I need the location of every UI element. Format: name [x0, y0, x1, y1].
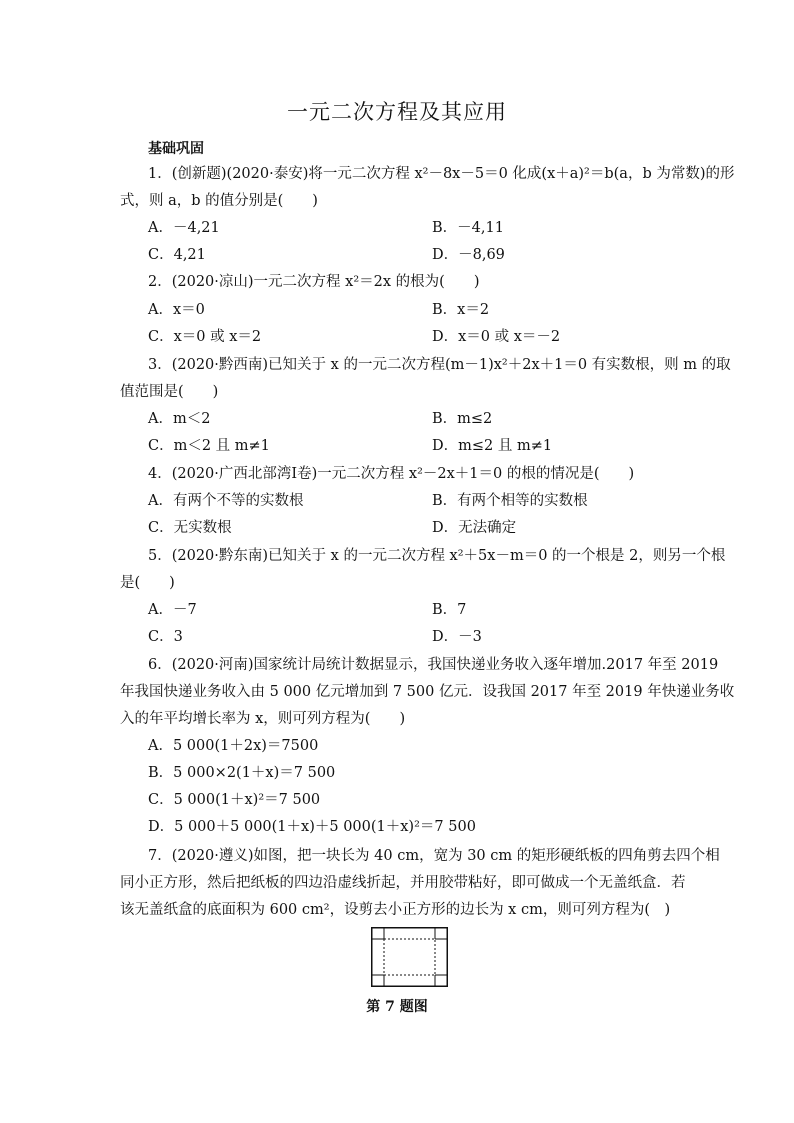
question-5-line-2: 是( )	[120, 575, 175, 591]
question-6-option-a: A．5 000(1＋2x)＝7500	[148, 738, 319, 754]
question-6-line-3: 入的年平均增长率为 x，则可列方程为( )	[120, 711, 406, 727]
question-3-option-c: C．m＜2 且 m≠1	[148, 438, 270, 454]
question-3-option-a: A．m＜2	[148, 411, 211, 427]
question-6-option-b: B．5 000×2(1＋x)＝7 500	[148, 765, 336, 781]
question-1-option-d: D．－8,69	[432, 247, 505, 263]
question-5-option-b: B．7	[432, 602, 467, 618]
question-1-option-a: A．－4,21	[148, 220, 220, 236]
question-1-option-b: B．－4,11	[432, 220, 504, 236]
question-6-option-d: D．5 000＋5 000(1＋x)＋5 000(1＋x)²＝7 500	[148, 819, 476, 835]
section-heading: 基础巩固	[148, 141, 204, 157]
question-2-option-a: A．x＝0	[148, 302, 205, 318]
cardboard-box-figure	[371, 927, 448, 987]
question-1-line-2: 式，则 a，b 的值分别是( )	[120, 193, 318, 209]
question-4-option-a: A．有两个不等的实数根	[148, 493, 304, 509]
question-1-line-1: 1．(创新题)(2020·泰安)将一元二次方程 x²－8x－5＝0 化成(x＋a)²＝b(a，b 为常数)的形	[148, 166, 735, 182]
figure-caption: 第 7 题图	[366, 999, 428, 1015]
question-4-option-d: D．无法确定	[432, 520, 517, 536]
question-7-line-2: 同小正方形，然后把纸板的四边沿虚线折起，并用胶带粘好，即可做成一个无盖纸盒．若	[120, 875, 686, 891]
question-4-line-1: 4．(2020·广西北部湾Ⅰ卷)一元二次方程 x²－2x＋1＝0 的根的情况是( )	[148, 466, 635, 482]
question-5-option-c: C．3	[148, 629, 183, 645]
cardboard-outline	[372, 928, 448, 987]
question-2-option-b: B．x＝2	[432, 302, 490, 318]
question-4-option-c: C．无实数根	[148, 520, 232, 536]
question-2-option-d: D．x＝0 或 x＝－2	[432, 329, 561, 345]
question-3-line-1: 3．(2020·黔西南)已知关于 x 的一元二次方程(m－1)x²＋2x＋1＝0 有实数根，则 m 的取	[148, 357, 731, 373]
page-title: 一元二次方程及其应用	[287, 100, 507, 124]
question-5-line-1: 5．(2020·黔东南)已知关于 x 的一元二次方程 x²＋5x－m＝0 的一个根是 2，则另一个根	[148, 548, 726, 564]
question-7-line-1: 7．(2020·遵义)如图，把一块长为 40 cm，宽为 30 cm 的矩形硬纸板的四角剪去四个相	[148, 848, 720, 864]
fold-line-dashed	[384, 939, 435, 975]
question-6-line-1: 6．(2020·河南)国家统计局统计数据显示，我国快递业务收入逐年增加.2017 年至 2019	[148, 657, 719, 673]
question-3-option-b: B．m≤2	[432, 411, 493, 427]
question-1-option-c: C．4,21	[148, 247, 206, 263]
question-4-option-b: B．有两个相等的实数根	[432, 493, 588, 509]
question-7-line-3: 该无盖纸盒的底面积为 600 cm²，设剪去小正方形的边长为 x cm，则可列方程为( )	[120, 902, 671, 918]
question-5-option-d: D．－3	[432, 629, 482, 645]
question-2-option-c: C．x＝0 或 x＝2	[148, 329, 262, 345]
question-3-option-d: D．m≤2 且 m≠1	[432, 438, 553, 454]
question-3-line-2: 值范围是( )	[120, 384, 219, 400]
question-6-line-2: 年我国快递业务收入由 5 000 亿元增加到 7 500 亿元．设我国 2017 年至 2019 年快递业务收	[120, 684, 735, 700]
question-2-line-1: 2．(2020·凉山)一元二次方程 x²＝2x 的根为( )	[148, 274, 480, 290]
question-6-option-c: C．5 000(1＋x)²＝7 500	[148, 792, 321, 808]
question-5-option-a: A．－7	[148, 602, 197, 618]
